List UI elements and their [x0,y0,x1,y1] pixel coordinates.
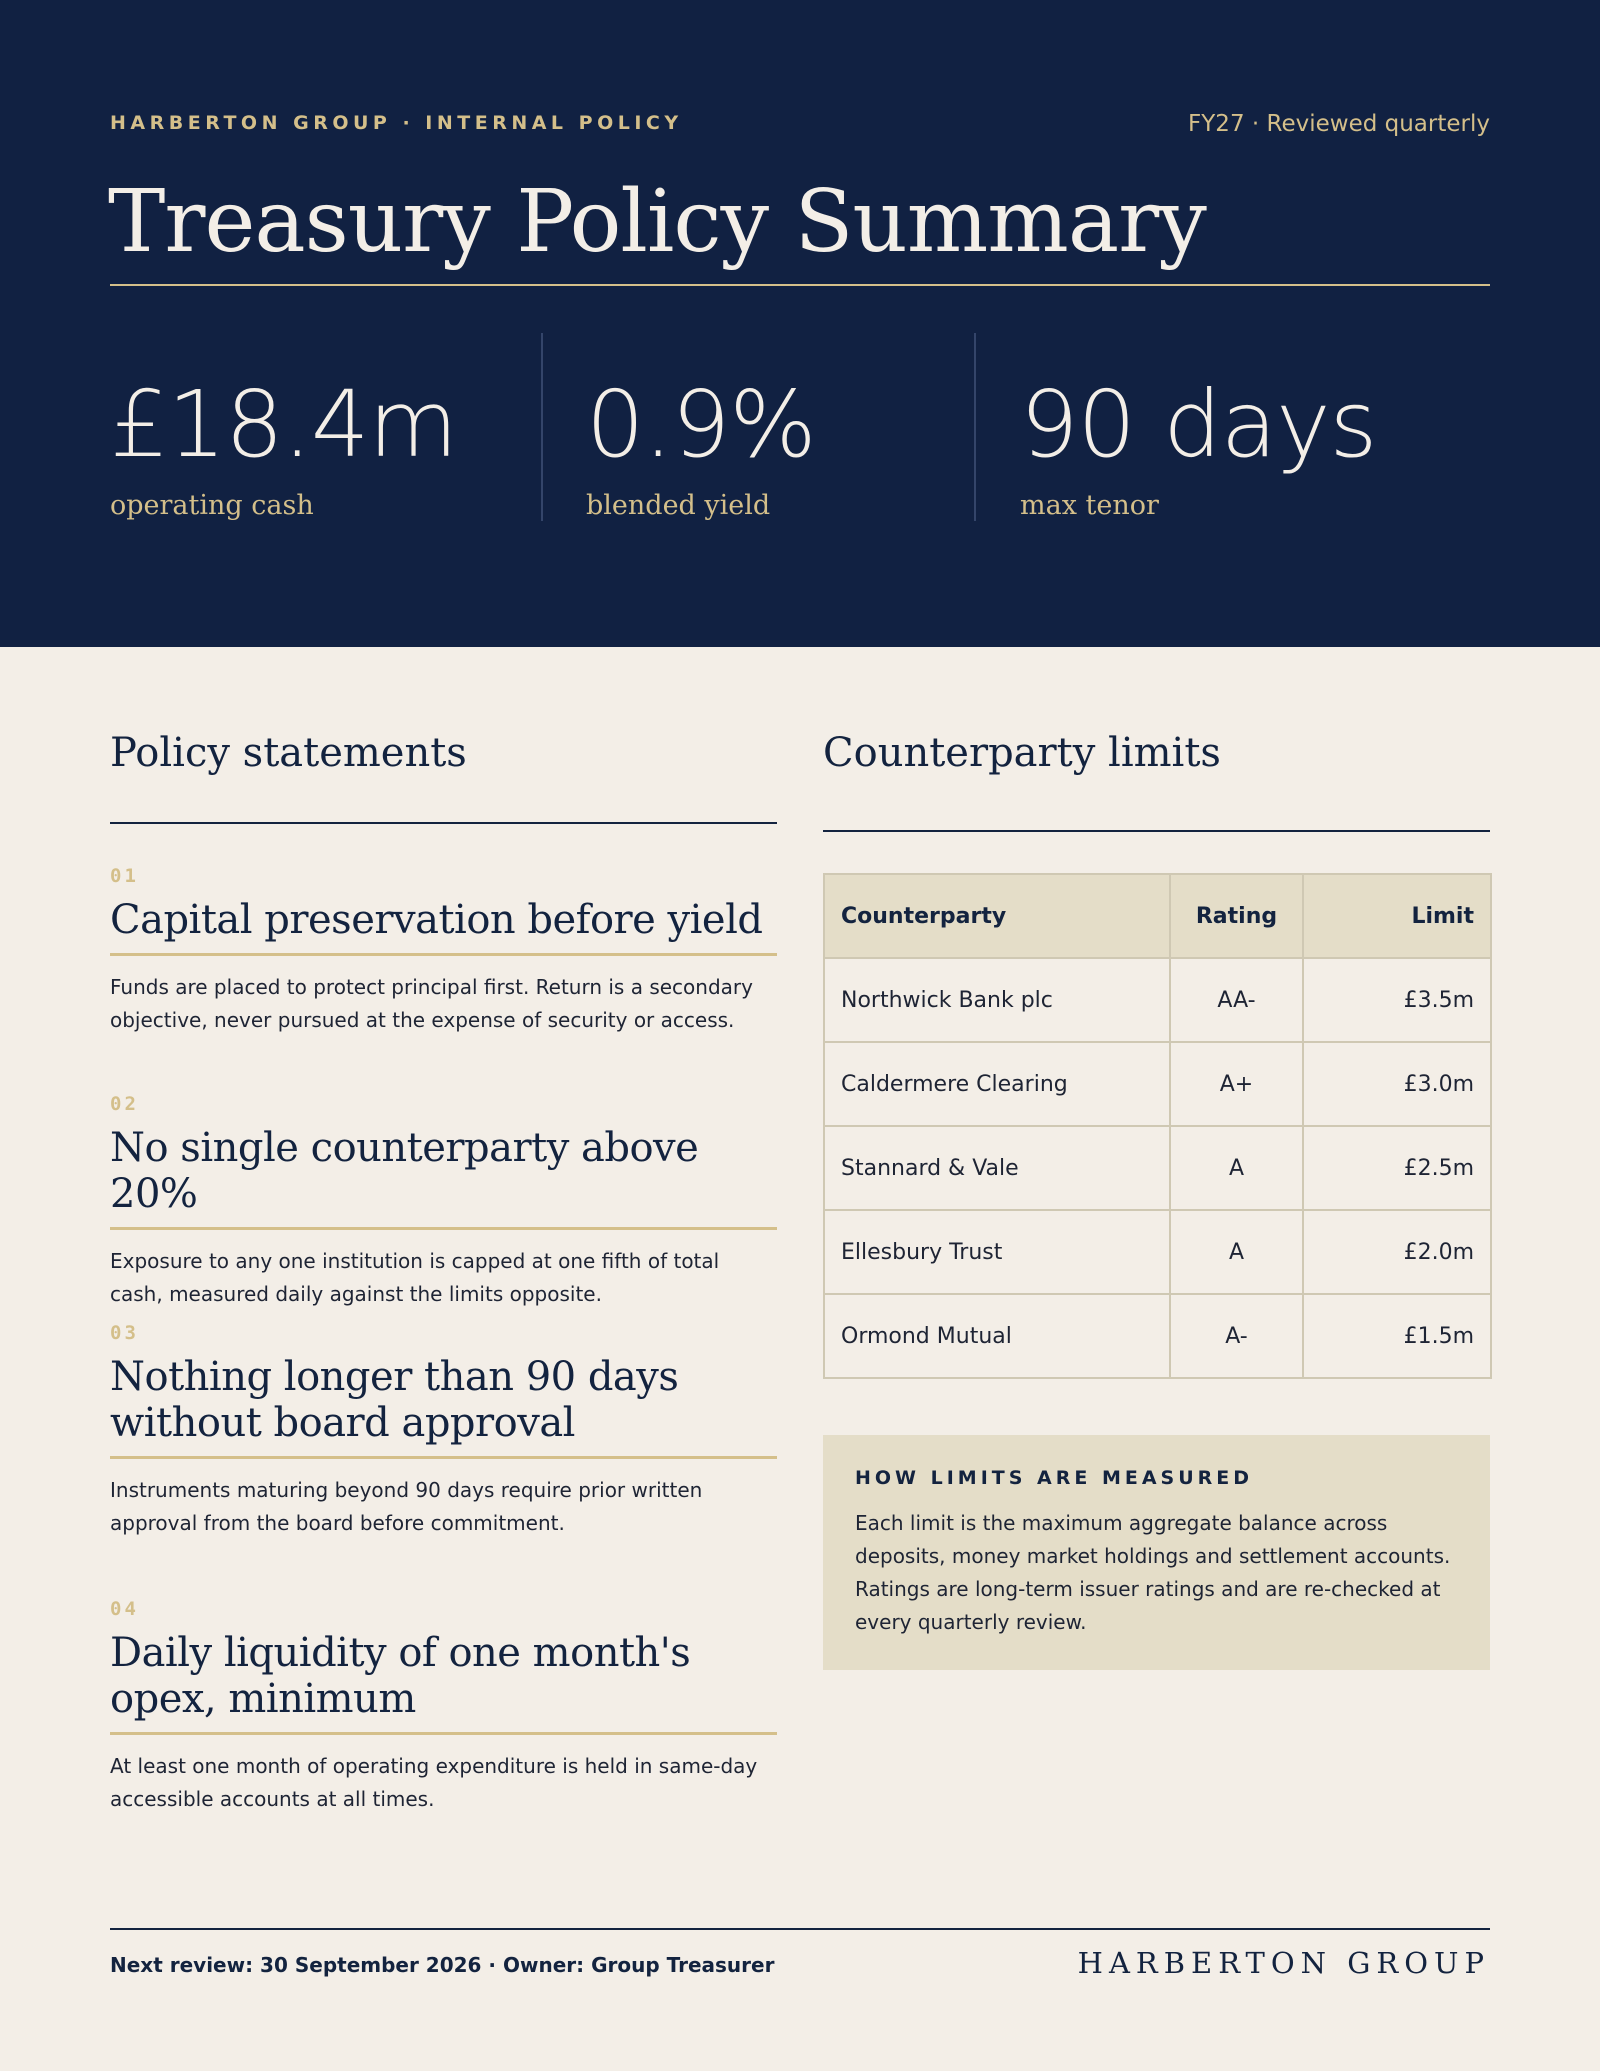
policy-item [110,1093,777,1311]
counterparty-name: Ormond Mutual [824,1294,1170,1378]
policy-number: 01 [110,865,139,887]
stat-value: 90 days [1020,371,1377,478]
counterparty-name: Stannard & Vale [824,1126,1170,1210]
column-header-rating: Rating [1170,874,1303,958]
counterparty-rating: A [1170,1126,1303,1210]
stat-value: £18.4m [110,371,457,478]
counterparty-limit: £3.5m [1303,958,1491,1042]
table-row [824,1126,1491,1210]
document-eyebrow: HARBERTON GROUP · INTERNAL POLICY [110,112,683,134]
measurement-note [823,1435,1490,1670]
counterparty-limit: £1.5m [1303,1294,1491,1378]
counterparty-limit: £3.0m [1303,1042,1491,1126]
policy-heading: No single counterparty above 20% [110,1125,699,1217]
header-banner [0,0,1600,647]
counterparty-rating: A+ [1170,1042,1303,1126]
policy-number: 02 [110,1093,139,1115]
stat-divider [974,333,976,521]
stat-blended-yield [586,370,816,521]
policy-heading: Capital preservation before yield [110,897,763,943]
counterparty-rating: AA- [1170,958,1303,1042]
policy-heading: Daily liquidity of one month's opex, minimum [110,1630,691,1722]
table-row [824,1210,1491,1294]
policy-divider [110,1732,777,1735]
counterparty-limit: £2.5m [1303,1126,1491,1210]
policy-body: Instruments maturing beyond 90 days require prior written approval from the board before commitment. [110,1478,703,1535]
counterparty-rating: A- [1170,1294,1303,1378]
policy-number: 04 [110,1598,139,1620]
policy-item [110,1322,777,1540]
counterparty-name: Ellesbury Trust [824,1210,1170,1294]
stat-label: max tenor [1020,490,1159,521]
counterparty-section-divider [823,830,1490,832]
counterparty-name: Northwick Bank plc [824,958,1170,1042]
footer-divider [110,1928,1490,1930]
counterparty-limit: £2.0m [1303,1210,1491,1294]
footer-wordmark: HARBERTON GROUP [1077,1946,1490,1980]
title-divider [110,284,1490,286]
stat-label: operating cash [110,490,314,521]
counterparty-section-title: Counterparty limits [823,730,1221,776]
stat-max-tenor [1020,370,1376,521]
stat-value: 0.9% [586,371,816,478]
table-row [824,958,1491,1042]
policy-number: 03 [110,1322,139,1344]
note-title: HOW LIMITS ARE MEASURED [855,1467,1254,1489]
table-header-row [824,874,1491,958]
policy-item [110,1598,777,1816]
column-header-counterparty: Counterparty [824,874,1170,958]
table-row [824,1042,1491,1126]
policy-body: Funds are placed to protect principal first. Return is a secondary objective, never pursued at the expense of security or access. [110,975,753,1032]
note-body: Each limit is the maximum aggregate balance across deposits, money market holdings and settlement accounts. Ratings are long-term issuer ratings and are re-checked at every quarterly review. [855,1511,1451,1634]
page-title: Treasury Policy Summary [108,172,1206,272]
stat-label: blended yield [586,490,771,521]
stat-divider [541,333,543,521]
policy-divider [110,1227,777,1230]
policy-body: At least one month of operating expenditure is held in same-day accessible accounts at all times. [110,1754,758,1811]
policy-divider [110,953,777,956]
policy-body: Exposure to any one institution is capped at one fifth of total cash, measured daily against the limits opposite. [110,1249,720,1306]
column-header-limit: Limit [1303,874,1491,958]
policy-heading: Nothing longer than 90 days without board approval [110,1354,679,1446]
stat-operating-cash [110,370,457,521]
footer-review-owner: Next review: 30 September 2026 · Owner: Group Treasurer [110,1953,775,1977]
counterparty-name: Caldermere Clearing [824,1042,1170,1126]
policy-section-title: Policy statements [110,730,467,776]
table-row [824,1294,1491,1378]
policy-item [110,865,777,1037]
counterparty-rating: A [1170,1210,1303,1294]
policy-divider [110,1456,777,1459]
counterparty-limits-table [823,873,1492,1379]
review-cadence: FY27 · Reviewed quarterly [1188,111,1490,137]
policy-section-divider [110,822,777,824]
